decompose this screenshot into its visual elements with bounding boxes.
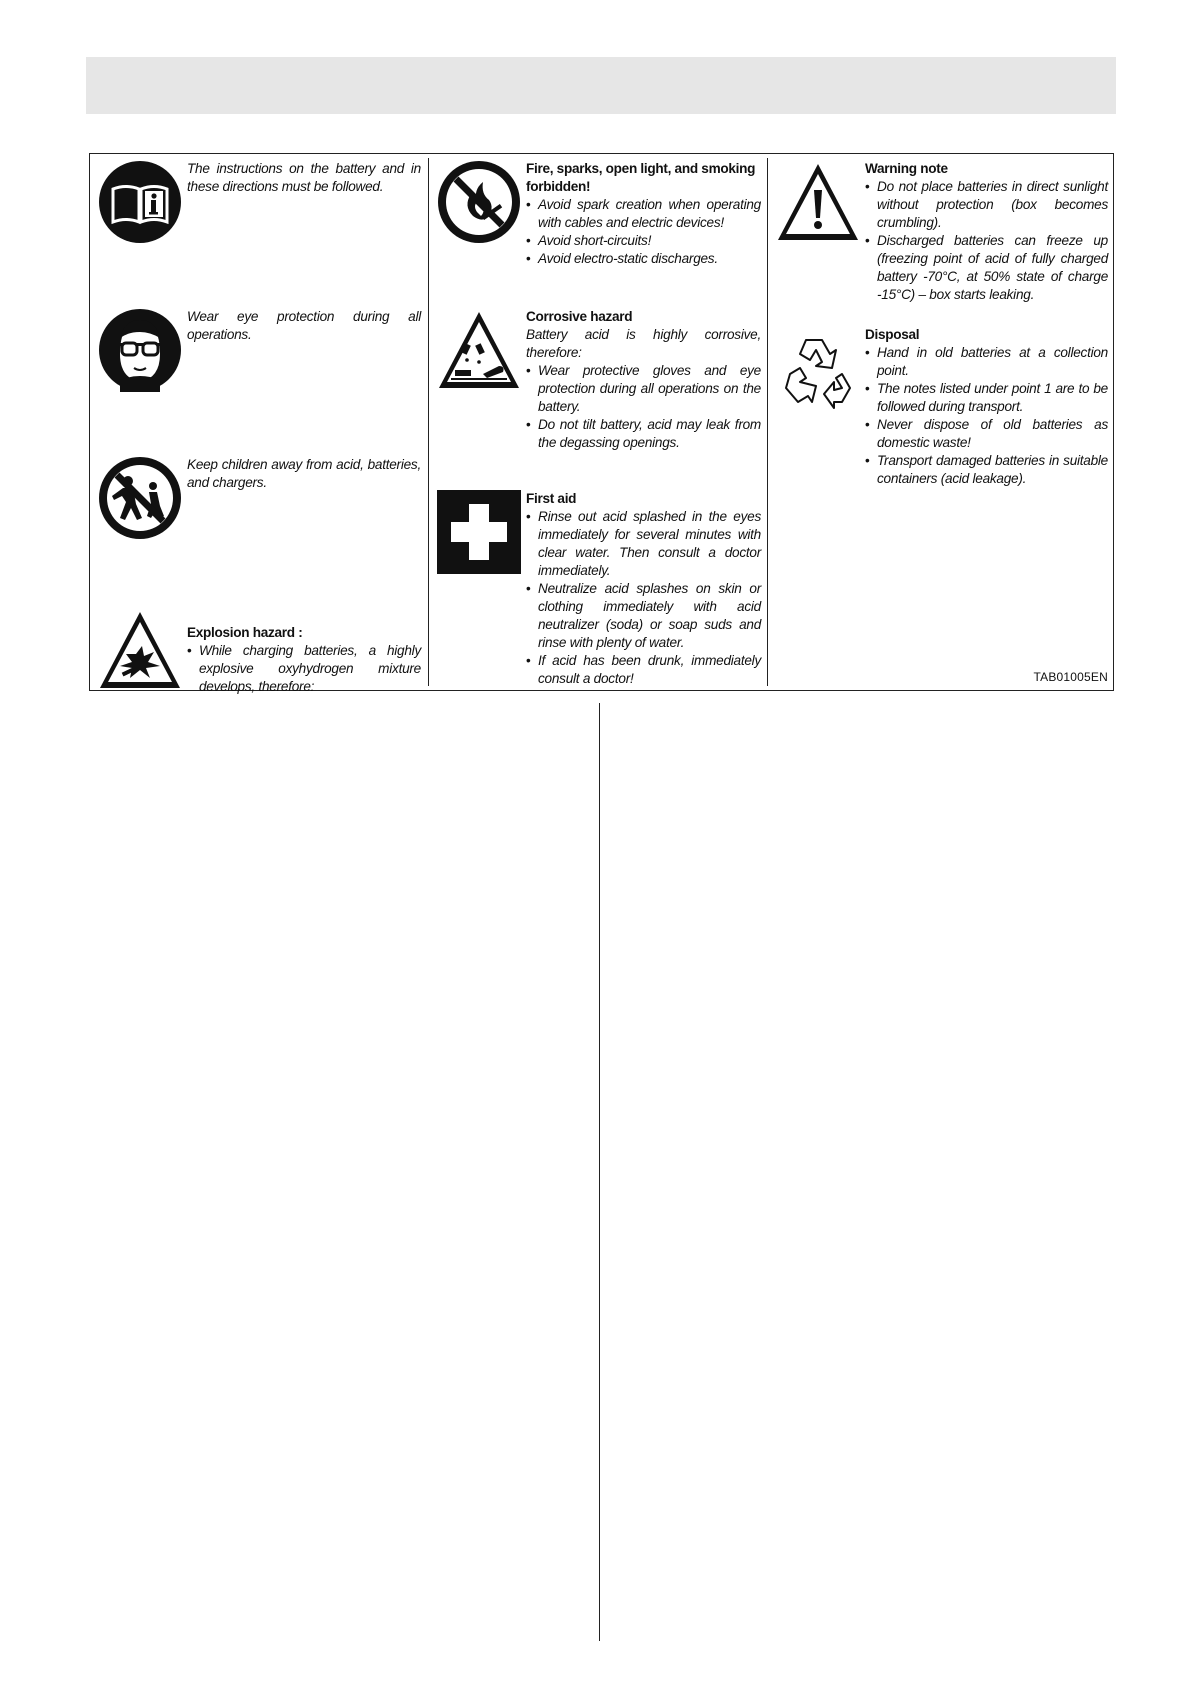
list-item: • Avoid spark creation when operating with cables and electric devices!	[526, 196, 761, 232]
first-aid-title: First aid	[526, 491, 577, 506]
list-item: • Never dispose of old batteries as domestic waste!	[865, 416, 1108, 452]
corrosive-hazard-icon	[437, 308, 521, 392]
list-item: • If acid has been drunk, immediately consult a doctor!	[526, 652, 761, 688]
warning-icon	[776, 160, 860, 244]
list-item: • Discharged batteries can freeze up (freezing point of acid of fully charged battery -70°C, at 50% state of charge -15°C) – box starts leaking.	[865, 232, 1108, 304]
no-fire-icon	[437, 160, 521, 244]
first-aid-cell	[429, 488, 767, 690]
disposal-cell	[768, 324, 1114, 524]
list-item: • Rinse out acid splashed in the eyes immediately for several minutes with clear water. Then consult a doctor immediately.	[526, 508, 761, 580]
disposal-text-block	[865, 326, 1108, 488]
page-column-divider	[599, 703, 600, 1641]
list-item: • Wear protective gloves and eye protection during all operations on the battery.	[526, 362, 761, 416]
list-item: • Avoid electro-static discharges.	[526, 250, 761, 268]
list-item: • Do not tilt battery, acid may leak from the degassing openings.	[526, 416, 761, 452]
explosion-title: Explosion hazard :	[187, 625, 303, 640]
corrosive-bullets	[526, 362, 761, 452]
instructions-cell	[90, 158, 427, 298]
list-item: • The notes listed under point 1 are to be followed during transport.	[865, 380, 1108, 416]
eye-protection-text-block	[187, 308, 421, 344]
list-item: • While charging batteries, a highly explosive oxyhydrogen mixture develops, therefore:	[187, 642, 421, 696]
disposal-bullets	[865, 344, 1108, 488]
first-aid-icon	[437, 490, 521, 574]
battery-safety-table	[89, 153, 1114, 694]
explosion-text-block	[187, 624, 421, 696]
warning-bullets	[865, 178, 1108, 304]
no-children-icon	[98, 456, 182, 540]
fire-cell	[429, 158, 767, 298]
first-aid-bullets	[526, 508, 761, 688]
children-text: Keep children away from acid, batteries, and chargers.	[187, 457, 421, 490]
eye-protection-icon	[98, 308, 182, 392]
list-item: • Avoid short-circuits!	[526, 232, 761, 250]
table-code: TAB01005EN	[1033, 670, 1108, 684]
table-column-2	[428, 158, 767, 686]
children-cell	[90, 454, 427, 594]
fire-bullets	[526, 196, 761, 268]
explosion-hazard-icon	[98, 608, 182, 692]
corrosive-text-block	[526, 308, 761, 452]
corrosive-cell	[429, 306, 767, 476]
list-item: • Transport damaged batteries in suitable containers (acid leakage).	[865, 452, 1108, 488]
corrosive-title: Corrosive hazard	[526, 309, 633, 324]
list-item: • Neutralize acid splashes on skin or clothing immediately with acid neutralizer (soda) or soap suds and rinse with plenty of water.	[526, 580, 761, 652]
table-column-3	[767, 158, 1114, 686]
explosion-bullets	[187, 642, 421, 696]
corrosive-text: Battery acid is highly corrosive, therefore:	[526, 327, 761, 360]
explosion-cell	[90, 608, 427, 694]
header-bar	[86, 57, 1116, 114]
table-column-1	[90, 158, 427, 694]
instructions-text-block	[187, 160, 421, 196]
warning-cell	[768, 158, 1114, 318]
list-item: • Hand in old batteries at a collection point.	[865, 344, 1108, 380]
read-instructions-icon	[98, 160, 182, 244]
first-aid-text-block	[526, 490, 761, 688]
recycle-icon	[776, 328, 860, 412]
disposal-title: Disposal	[865, 327, 920, 342]
list-item: • Do not place batteries in direct sunlight without protection (box becomes crumbling).	[865, 178, 1108, 232]
instructions-text: The instructions on the battery and in these directions must be followed.	[187, 161, 421, 194]
children-text-block	[187, 456, 421, 492]
warning-title: Warning note	[865, 161, 948, 176]
warning-text-block	[865, 160, 1108, 304]
eye-protection-text: Wear eye protection during all operations.	[187, 309, 421, 342]
fire-text-block	[526, 160, 761, 268]
fire-title: Fire, sparks, open light, and smoking forbidden!	[526, 161, 756, 194]
eye-protection-cell	[90, 306, 427, 446]
